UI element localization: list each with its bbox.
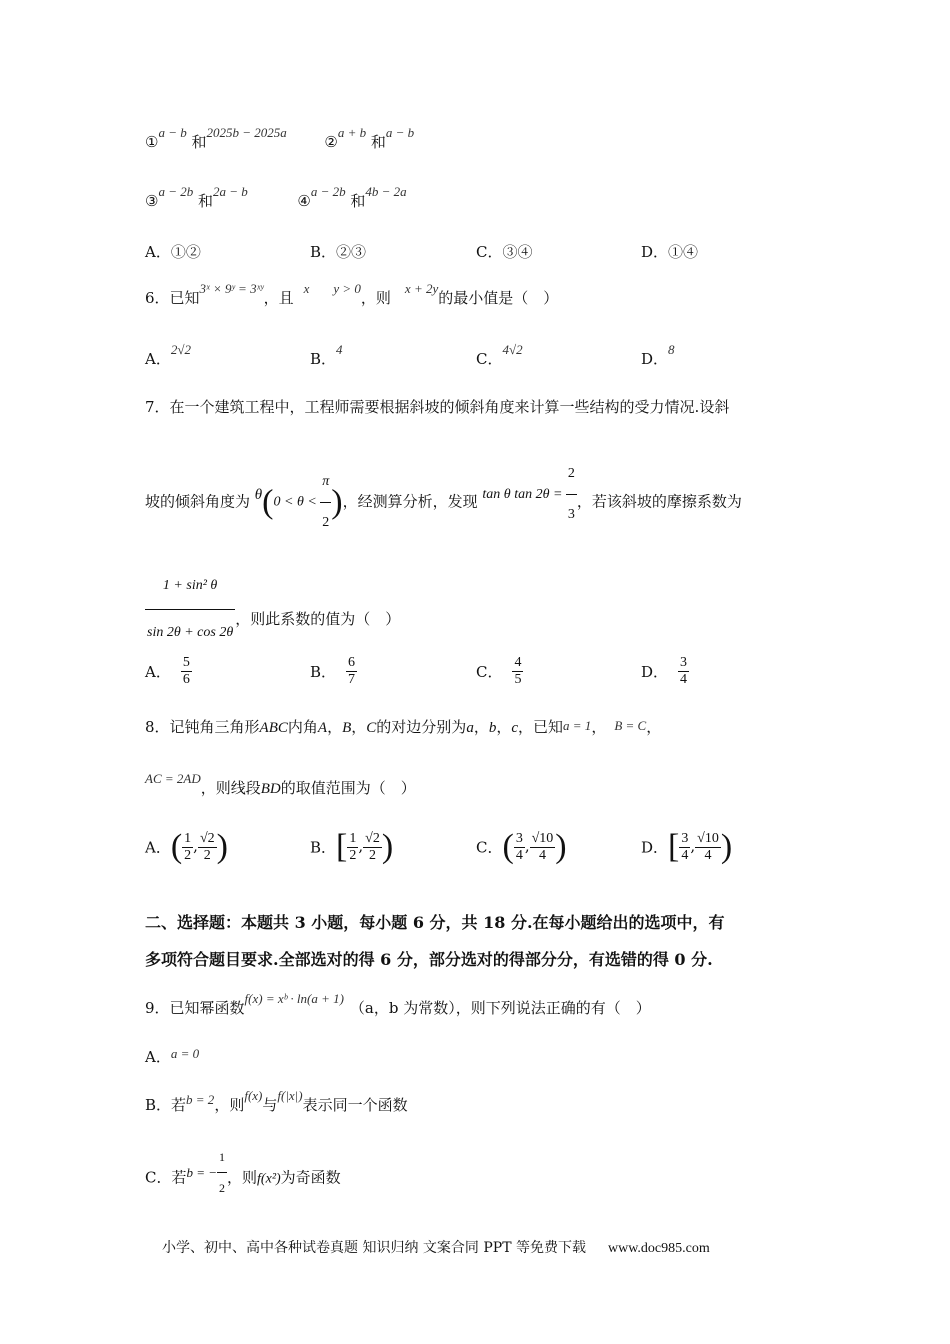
q8-cond1: a = 1 <box>563 718 592 733</box>
q7-line2 <box>145 462 742 543</box>
q5-item1-conj: 和 <box>191 133 207 151</box>
q6-option-c-value: 4√2 <box>502 342 523 357</box>
q7-option-d: D． $\frac{3}{4}$ <box>641 655 688 687</box>
q5-item4-expr1: a − 2b <box>310 184 346 199</box>
q6-option-d: D．8 <box>641 342 675 368</box>
q6-cond2: x <box>303 281 310 296</box>
q8-line2: AC = 2AD，则线段BD的取值范围为（ ） <box>145 771 416 797</box>
q8-option-d: D．[ $\frac{3}{4}$ , $\frac{√10}{4}$ ) <box>641 828 733 865</box>
q7-theta: θ <box>254 486 263 503</box>
section2-line1: 二、选择题：本题共 3 小题，每小题 6 分，共 18 分.在每小题给出的选项中，有 <box>145 913 725 932</box>
q7-line1: 7．在一个建筑工程中，工程师需要根据斜坡的倾斜角度来计算一些结构的受力情况.设斜 <box>145 398 730 416</box>
q5-option-a: A．①② <box>145 243 201 261</box>
q8-line1: 8．记钝角三角形ABC内角A，B，C的对边分别为a，b，c，已知a = 1， B = C， <box>145 718 662 736</box>
q5-item3-expr2: 2a − b <box>213 184 248 199</box>
q6-option-b: B．4 <box>310 342 343 368</box>
q6-stem <box>145 281 559 309</box>
q5-item1-expr1: a − b <box>158 125 187 140</box>
q6-mid2: ，则 <box>360 289 391 307</box>
q5-option-b: B．②③ <box>310 243 367 261</box>
q6-option-a: A．2√2 <box>145 342 191 368</box>
q5-option-d: D．①④ <box>641 243 699 261</box>
q5-items-row2 <box>145 184 407 212</box>
q6-expr: x + 2y <box>404 281 439 296</box>
q5-item3-mark: ③ <box>145 192 159 210</box>
q6-option-c: C．4√2 <box>476 342 523 368</box>
footer <box>162 1237 710 1257</box>
q7-line2-suffix: ，若该斜坡的摩擦系数为 <box>576 492 742 511</box>
footer-text: 小学、初中、高中各种试卷真题 知识归纳 文案合同 PPT 等免费下载 <box>162 1240 586 1256</box>
q7-option-a: A． $\frac{5}{6}$ <box>145 655 190 687</box>
q5-item2-mark: ② <box>324 133 338 151</box>
section2-line2: 多项符合题目要求.全部选对的得 6 分，部分选对的得部分分，有选错的得 0 分. <box>145 950 713 969</box>
q5-item2-expr2: a − b <box>385 125 415 140</box>
q7-tan-expr: tan θ tan 2θ = <box>482 486 566 502</box>
q5-item4-expr2: 4b − 2a <box>365 184 407 199</box>
q5-item2-conj: 和 <box>370 133 386 151</box>
q5-option-c: C．③④ <box>476 243 533 261</box>
q7-line2-prefix: 坡的倾斜角度为 <box>145 492 251 511</box>
q6-option-d-value: 8 <box>668 342 675 357</box>
q7-line2-mid: ，经测算分析，发现 <box>342 492 478 511</box>
q5-item3-conj: 和 <box>198 192 214 210</box>
q7-coefficient-frac: $\frac{\text{1 + sin² θ}}{\sin 2\theta + \cos 2\theta}$ <box>145 566 235 653</box>
q5-item1-expr2: 2025b − 2025a <box>206 125 287 140</box>
q5-item4-conj: 和 <box>350 192 366 210</box>
q6-prefix: 6．已知 <box>145 289 200 307</box>
q8-option-b: B．[ $\frac{1}{2}$ , $\frac{√2}{2}$ ) <box>310 828 394 865</box>
q8-cond2: B = C <box>614 718 647 733</box>
q6-option-a-value: 2√2 <box>170 342 191 357</box>
q7-paren-left: ( <box>262 483 274 521</box>
q5-items-row1 <box>145 125 415 153</box>
q9-option-b: B．若b = 2，则f(x)与f(|x|)表示同一个函数 <box>145 1088 408 1114</box>
q7-paren-right: ) <box>331 483 343 521</box>
q7-pi-over-two: $\frac{\pi}{2}$ <box>320 462 331 543</box>
q7-line3-suffix: ，则此系数的值为（ ） <box>235 609 401 628</box>
q6-cond3: y > 0 <box>333 281 361 296</box>
q7-option-c: C． $\frac{4}{5}$ <box>476 655 522 687</box>
q9-func: f(x) = xᵇ · ln(a + 1) <box>244 991 344 1006</box>
q6-suffix: 的最小值是（ ） <box>438 289 559 307</box>
q6-mid1: ，且 <box>263 289 294 307</box>
q5-item1-mark: ① <box>145 133 159 151</box>
q8-option-c: C．( $\frac{3}{4}$ , $\frac{√10}{4}$ ) <box>476 828 567 865</box>
q9-option-a: A．a = 0 <box>145 1046 200 1066</box>
footer-url[interactable]: www.doc985.com <box>607 1241 710 1256</box>
q9-stem: 9．已知幂函数f(x) = xᵇ · ln(a + 1)（a，b 为常数），则下列说法正确的有（ ） <box>145 991 651 1017</box>
q5-item3-expr1: a − 2b <box>158 184 194 199</box>
q6-cond1: 3ˣ × 9ʸ = 3ˣʸ <box>199 281 264 296</box>
q9-option-c: C．若b = − $\frac{1}{2}$ ，则f(x²)为奇函数 <box>145 1148 341 1209</box>
q6-option-b-value: 4 <box>336 342 343 357</box>
q7-option-b: B． $\frac{6}{7}$ <box>310 655 356 687</box>
q7-range: 0 < θ < <box>273 494 321 510</box>
q5-item4-mark: ④ <box>297 192 311 210</box>
q5-item2-expr1: a + b <box>337 125 367 140</box>
q8-option-a: A．( $\frac{1}{2}$ , $\frac{√2}{2}$ ) <box>145 828 228 865</box>
q7-line3 <box>145 566 400 653</box>
q8-cond3: AC = 2AD <box>145 771 201 786</box>
q7-tan-frac: $\frac{2}{3}$ <box>566 454 577 535</box>
